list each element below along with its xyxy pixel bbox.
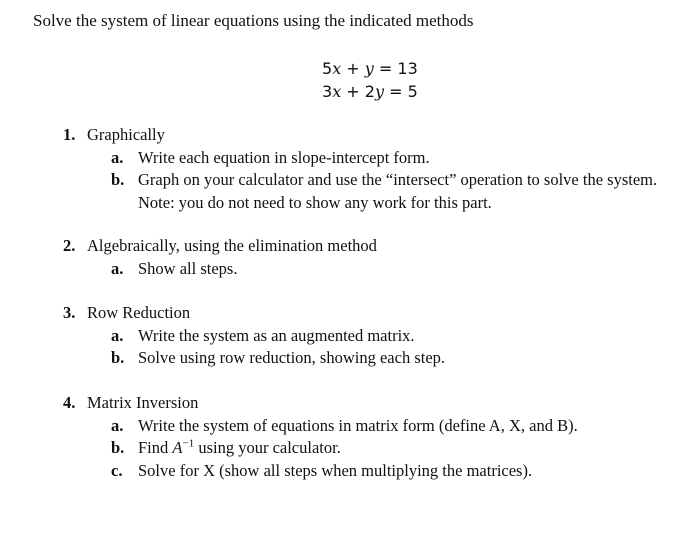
inverse-exponent: −1 — [182, 437, 195, 450]
section-elimination — [63, 235, 377, 280]
item-letter: b. — [111, 170, 125, 189]
list-item — [111, 169, 657, 192]
item-letter: a. — [111, 258, 124, 278]
eq1-rhs: = 13 — [373, 59, 418, 78]
item-text: Solve for X (show all steps when multiplying the matrices). — [138, 460, 533, 480]
section-graphically — [63, 124, 657, 214]
item-text: Graph on your calculator and use the “intersect” operation to solve the system. — [138, 170, 658, 189]
list-item — [111, 325, 445, 348]
item-text: Write the system as an augmented matrix. — [138, 325, 415, 345]
item-text: Write the system of equations in matrix form (define A, X, and B). — [138, 415, 578, 435]
equation-1 — [322, 57, 418, 80]
section-items — [111, 325, 445, 370]
section-number: 4. — [63, 393, 76, 412]
section-title — [63, 235, 377, 258]
item-text: Write each equation in slope-intercept form. — [138, 147, 430, 167]
section-row-reduction — [63, 302, 445, 370]
eq2-var-y: y — [374, 82, 385, 101]
item-text-post: using your calculator. — [194, 438, 341, 457]
matrix-a-symbol: A — [172, 438, 183, 457]
eq2-rhs: = 5 — [384, 82, 418, 101]
item-note: Note: you do not need to show any work for this part. — [138, 192, 492, 212]
eq1-plus: + — [341, 59, 365, 78]
eq2-coef-x: 3 — [322, 82, 333, 101]
eq1-coef-x: 5 — [322, 59, 333, 78]
item-letter: c. — [111, 460, 123, 480]
list-item — [111, 347, 445, 370]
eq2-var-x: x — [332, 82, 342, 101]
instruction-text: Solve the system of linear equations using the indicated methods — [33, 11, 474, 30]
eq2-coef-y: 2 — [364, 82, 375, 101]
eq1-var-x: x — [332, 59, 342, 78]
item-letter: a. — [111, 415, 124, 435]
item-letter: b. — [111, 438, 125, 457]
section-items — [111, 258, 377, 281]
section-items — [111, 415, 578, 483]
section-title — [63, 302, 445, 325]
eq2-plus: + — [341, 82, 365, 101]
eq1-var-y: y — [364, 59, 374, 78]
list-item — [111, 147, 657, 170]
section-matrix-inversion — [63, 392, 578, 482]
section-title — [63, 392, 578, 415]
section-number: 1. — [63, 125, 76, 144]
item-letter: b. — [111, 348, 125, 367]
equation-2 — [322, 80, 418, 103]
section-title-text: Graphically — [87, 125, 165, 144]
section-number: 3. — [63, 303, 76, 322]
item-text: Solve using row reduction, showing each step. — [138, 348, 446, 367]
section-title-text: Row Reduction — [87, 303, 191, 322]
list-item — [111, 437, 578, 460]
section-title-text: Matrix Inversion — [87, 393, 199, 412]
equation-system — [322, 57, 418, 103]
list-item — [111, 415, 578, 438]
section-title-text: Algebraically, using the elimination method — [87, 236, 377, 255]
section-title — [63, 124, 657, 147]
section-number: 2. — [63, 236, 76, 255]
section-items — [111, 147, 657, 215]
item-letter: a. — [111, 147, 124, 167]
list-item — [111, 460, 578, 483]
item-letter: a. — [111, 325, 124, 345]
item-text: Show all steps. — [138, 258, 238, 278]
list-item — [111, 258, 377, 281]
item-text-pre: Find — [138, 438, 173, 457]
